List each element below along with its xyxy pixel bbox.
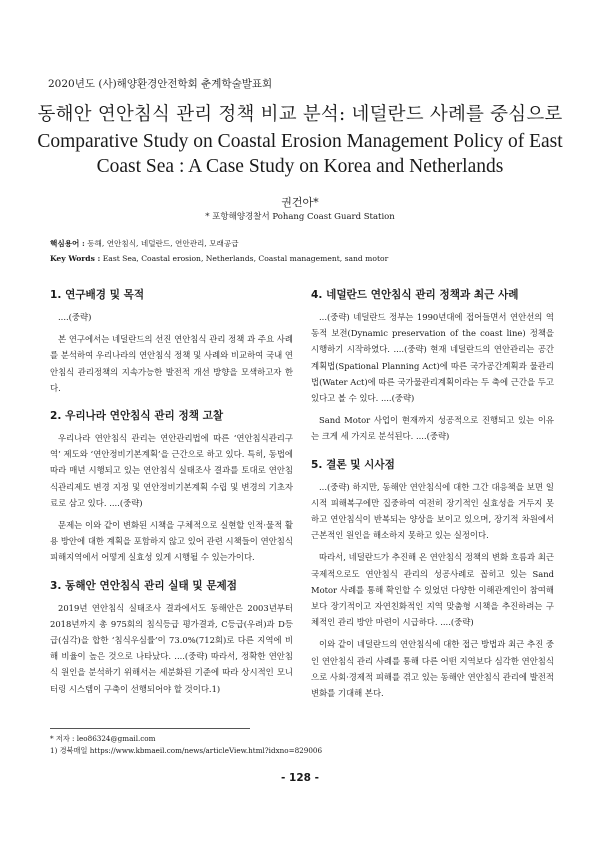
section-3-heading: 3. 동해안 연안침식 관리 실태 및 문제점	[50, 579, 238, 592]
footnote-author-email: * 저자 : leo86324@gmail.com	[50, 734, 156, 743]
section-1-heading: 1. 연구배경 및 목적	[50, 289, 145, 301]
section-2-paragraph-1: 우리나라 연안침식 관리는 연안관리법에 따른 ‘연안침식관리구역’ 제도와 ‘연안정비기본계획’을 근간으로 하고 있다. 특히, 동법에 따라 매년 시행되고 있는 연안침식 실태조사 결과를 토대로 연안침식관리제도 변경 지정 및 연안정비기본계획 수립 및 변경의 기초자료로 삼고 있다. ....(중략)	[50, 433, 293, 508]
running-head: 2020년도 (사)해양환경안전학회 춘계학술발표회	[48, 78, 273, 90]
author-affiliation: * 포항해양경찰서 Pohang Coast Guard Station	[205, 212, 395, 222]
section-1-paragraph-1: ....(중략)	[58, 312, 92, 322]
keywords-english-label: Key Words :	[50, 254, 101, 263]
footnote-reference-1: 1) 경북매일 https://www.kbmaeil.com/news/articleView.html?idxno=829006	[50, 746, 323, 755]
title-english: Comparative Study on Coastal Erosion Management Policy of East Coast Sea : A Case Study on Korea and Netherlands	[37, 131, 563, 177]
keywords-korean	[50, 236, 560, 251]
section-5-heading: 5. 결론 및 시사점	[311, 458, 395, 471]
footnotes	[50, 733, 322, 757]
keywords-block	[50, 236, 560, 266]
keywords-english-text: East Sea, Coastal erosion, Netherlands, Coastal management, sand motor	[100, 254, 389, 263]
section-5-paragraph-1: ...(중략) 하지만, 동해안 연안침식에 대한 그간 대응책을 보면 일시적 피해복구에만 집중하여 여전히 장기적인 실효성을 거두지 못하고 연안침식이 반복되는 양상을 보이고 있으며, 장기적 차원에서 근본적인 원인을 해소하지 못하고 있는 실정이다.	[311, 481, 554, 541]
section-2-heading: 2. 우리나라 연안침식 관리 정책 고찰	[50, 410, 224, 423]
title-korean: 동해안 연안침식 관리 정책 비교 분석: 네덜란드 사례를 중심으로	[37, 104, 563, 125]
left-column	[50, 287, 293, 703]
page-number: - 128 -	[281, 772, 319, 784]
section-4-paragraph-2: Sand Motor 사업이 현재까지 성공적으로 진행되고 있는 이유는 크게 세 가지로 분석된다. ....(중략)	[311, 415, 554, 442]
section-1-paragraph-2: 본 연구에서는 네덜란드의 선진 연안침식 관리 정책 과 주요 사례를 분석하여 우리나라의 연안침식 정책 및 사례와 비교하여 국내 연안침식 관리정책의 지속가능한 발전적 개선 방향을 모색하고자 한다.	[50, 334, 293, 393]
section-5-paragraph-2: 따라서, 네덜란드가 추진해 온 연안침식 정책의 변화 흐름과 최근 국제적으로도 연안침식 관리의 성공사례로 꼽히고 있는 Sand Motor 사례를 통해 확인할 수 있었던 다양한 이해관계인이 참여해 보다 장기적이고 자연친화적인 지역 맞춤형 시책을 추진하려는 구체적인 관리 방안 마련이 시급하다. ....(중략)	[311, 552, 554, 628]
section-4-heading: 4. 네덜란드 연안침식 관리 정책과 최근 사례	[311, 289, 519, 301]
section-5-paragraph-3: 이와 같이 네덜란드의 연안침식에 대한 접근 방법과 최근 추진 중인 연안침식 관리 사례를 통해 다른 어떤 지역보다 심각한 연안침식으로 사회·경제적 피해를 겪고 있는 동해안 연안침식 관리에 발전적 변화를 기대해 본다.	[311, 639, 554, 699]
keywords-english	[50, 251, 560, 266]
footnote-divider	[50, 728, 250, 729]
keywords-korean-label: 핵심용어 :	[50, 239, 85, 248]
author-name: 권건아*	[281, 196, 319, 209]
keywords-korean-text: 동해, 연안침식, 네덜란드, 연안관리, 모래공급	[84, 239, 239, 248]
section-4-paragraph-1: ...(중략) 네덜란드 정부는 1990년대에 접어들면서 연안선의 역동적 보전(Dynamic preservation of the coast line) 정책을 시행하기 시작하였다. ....(중략) 현재 네덜란드의 연안관리는 공간계획법(Spational Planning Act)에 따른 국가공간계획과 물관리법(Water Act)에 따른 국가물관리계획이라는 두 축에 근간을 두고 있다고 볼 수 있다. ....(중략)	[311, 312, 554, 404]
section-2-paragraph-2: 문제는 이와 같이 변화된 시책을 구체적으로 실현할 인적·물적 활용 방안에 대한 계획을 포함하지 않고 있어 관련 시책들이 연안침식 피해지역에서 어떻게 실효성 있게 시행될 수 있는가이다.	[50, 520, 293, 563]
section-3-paragraph-1: 2019년 연안침식 실태조사 결과에서도 동해안은 2003년부터 2018년까지 총 975회의 침식등급 평가결과, C등급(우려)과 D등급(심각)을 합한 ‘침식우심률’이 73.0%(712회)로 다른 지역에 비해 비율이 높은 것으로 나타났다. ....(중략) 따라서, 정확한 연안침식 원인을 분석하기 위해서는 세분화된 기준에 따라 상시적인 모니터링 시스템이 구축이 선행되어야 할 것이다.1)	[50, 602, 293, 694]
right-column	[311, 287, 554, 707]
